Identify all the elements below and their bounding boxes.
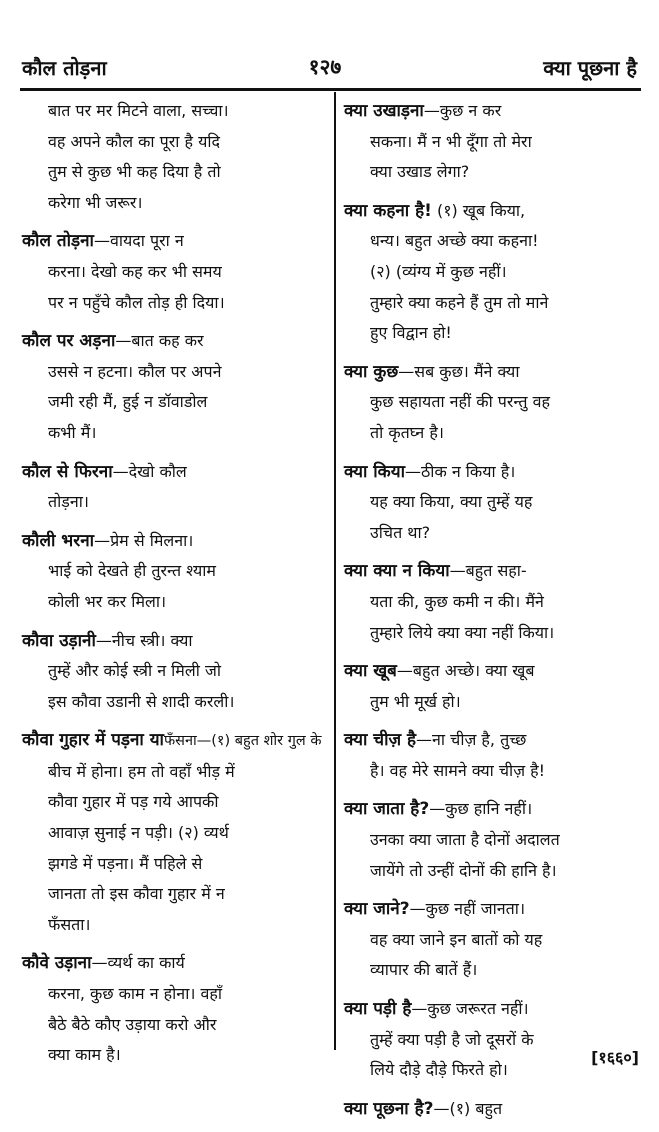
header-left-keyword: कौल तोड़ना [22,55,107,80]
entry-line [22,387,326,418]
dictionary-entry [22,96,326,218]
entry-text: धन्य। बहुत अच्छे क्या कहना! [370,231,539,251]
dictionary-entry [344,994,642,1086]
entry-text: व्यापार की बातें हैं। [370,960,478,980]
entry-line [22,127,326,158]
entry-line [22,487,326,518]
entry-line [344,556,642,587]
entry-text: वह क्या जाने इन बातों को यह [370,929,543,949]
entry-line [22,556,326,587]
entry-line [22,587,326,618]
entry-line [22,326,326,357]
entry-headword: कौल से फिरना [22,461,113,482]
entry-text: तुम से कुछ भी कह दिया है तो [48,162,221,182]
entry-text: —कुछ हानि नहीं। [429,799,533,819]
entry-text: जमी रही मैं, हुई न डॉवाडोल [48,392,208,412]
entry-line [22,910,326,941]
entry-headword: क्या चीज़ है [344,730,417,751]
entry-line [22,656,326,687]
entry-text: —कुछ न कर [423,101,502,120]
entry-text: बैठे बैठे कौए उड़ाया करो और [48,1014,217,1034]
entry-text: भाई को देखते ही तुरन्त श्याम [48,561,216,581]
entry-line [22,418,326,449]
entry-text: बीच में होना। हम तो वहाँ भीड़ में [48,761,235,781]
entry-line [22,787,326,818]
header-rule [20,88,641,91]
entry-line [344,1094,642,1125]
entry-text: बात पर मर मिटने वाला, सच्चा। [48,101,229,120]
entry-headword: क्या पूछना है? [344,1098,434,1119]
entry-text: (२) (व्यंग्य में कुछ नहीं। [370,261,507,281]
dictionary-entry [344,556,642,648]
entry-line [22,687,326,718]
entry-line [344,96,642,127]
entry-line [22,457,326,488]
entry-text: पर न पहुँचे कौल तोड़ ही दिया। [48,292,225,312]
entry-line [344,587,642,618]
dictionary-entry [22,326,326,448]
entry-line [344,518,642,549]
entry-text: यता की, कुछ कमी न की। मैंने [370,591,544,611]
entry-headword: कौवे उड़ाना [22,953,92,974]
left-column [22,96,326,1079]
entry-text: —कुछ नहीं जानता। [409,899,526,919]
entry-headword: क्या जाता है? [344,799,430,820]
entry-headword: कौवा गुहार में पड़ना या [22,730,164,751]
entry-line [344,196,642,227]
entry-text: इस कौवा उडानी से शादी करली। [48,691,235,711]
entry-text: —बात कह कर [115,331,204,351]
entry-text: —प्रेम से मिलना। [94,530,194,550]
entry-text: तुम्हें क्या पड़ी है जो दूसरों के [370,1029,534,1049]
entry-line [344,318,642,349]
entry-line [344,357,642,388]
footer-number: [१६६०] [591,1048,639,1067]
page-number: १२७ [308,55,342,79]
entry-text: —व्यर्थ का कार्य [91,953,185,973]
dictionary-entry [344,196,642,349]
entry-line [344,794,642,825]
entry-text: उचित था? [370,522,431,542]
entry-line [22,626,326,657]
entry-text: क्या उखाड लेगा? [370,162,470,182]
entry-text: फँसना—(१) बहुत शोर गुल के [163,733,322,750]
entry-text: लिये दौड़े दौड़े फिरते हो। [370,1060,508,1080]
entry-line [344,925,642,956]
entry-line [344,387,642,418]
entry-line [344,288,642,319]
entry-text: आवाज़ सुनाई न पड़ी। (२) व्यर्थ [48,823,229,843]
entry-line [22,226,326,257]
entry-text: —नीच स्त्री। क्या [95,630,193,650]
entry-line [344,457,642,488]
entry-line [344,725,642,756]
entry-line [344,994,642,1025]
entry-line [344,656,642,687]
entry-text: तोड़ना। [48,492,89,512]
entry-text: तो कृतघ्न है। [370,422,444,442]
entry-text: जायेंगे तो उन्हीं दोनों की हानि है। [370,860,557,880]
entry-text: यह क्या किया, क्या तुम्हें यह [370,492,533,512]
entry-line [22,725,326,757]
entry-line [22,96,326,127]
entry-line [344,894,642,925]
entry-headword: क्या किया [344,461,405,482]
dictionary-entry [344,794,642,886]
entry-text: जानता तो इस कौवा गुहार में न [48,884,225,904]
dictionary-entry [22,226,326,318]
entry-text: —कुछ जरूरत नहीं। [411,999,529,1019]
entry-line [344,226,642,257]
entry-line [22,257,326,288]
dictionary-entry [22,725,326,940]
entry-text: करना, कुछ काम न होना। वहाँ [48,984,223,1004]
dictionary-entry [344,457,642,549]
entry-text: तुम्हें और कोई स्त्री न मिली जो [48,661,221,681]
entry-line [22,188,326,219]
entry-headword: क्या क्या न किया [344,561,450,582]
entry-text: फँसता। [48,914,91,934]
dictionary-entry [22,526,326,618]
entry-text: —सब कुछ। मैंने क्या [398,361,520,381]
entry-line [22,1040,326,1071]
entry-line [22,157,326,188]
entry-text: उससे न हटना। कौल पर अपने [48,361,222,381]
dictionary-entry [344,1094,642,1125]
entry-text: —देखो कौल [112,461,187,481]
entry-text: हुए विद्वान हो! [370,323,452,343]
entry-text: करना। देखो कह कर भी समय [48,261,222,281]
entry-line [22,879,326,910]
entry-text: झगडे में पड़ना। मैं पहिले से [48,853,203,873]
entry-text: कभी मैं। [48,422,97,442]
entry-text: कौवा गुहार में पड़ गये आपकी [48,792,219,812]
dictionary-entry [22,457,326,518]
entry-text: —बहुत अच्छे। क्या खूब [396,661,535,681]
right-column [344,96,642,1132]
dictionary-entry [344,894,642,986]
entry-line [22,979,326,1010]
entry-line [22,357,326,388]
entry-text: सकना। मैं न भी दूँगा तो मेरा [370,131,532,151]
entry-line [344,127,642,158]
entry-headword: कौल पर अड़ना [22,331,116,352]
entry-headword: क्या पड़ी है [344,999,412,1020]
entry-headword: क्या कहना है! [344,200,432,221]
entry-line [22,818,326,849]
dictionary-entry [22,626,326,718]
entry-headword: क्या उखाड़ना [344,101,424,121]
entry-line [344,487,642,518]
dictionary-entry [344,357,642,449]
entry-line [22,288,326,319]
entry-headword: क्या जाने? [344,899,410,920]
entry-headword: क्या कुछ [344,361,399,382]
entry-headword: क्या खूब [344,661,397,682]
entry-line [344,856,642,887]
entry-headword: कौल तोड़ना [22,231,94,252]
entry-text: क्या काम है। [48,1045,121,1065]
entry-line [344,257,642,288]
entry-line [22,1010,326,1041]
entry-line [344,157,642,188]
dictionary-entry [344,725,642,786]
entry-line [344,955,642,986]
entry-text: —ना चीज़ है, तुच्छ [416,730,527,750]
entry-headword: कौली भरना [22,530,95,551]
entry-line [344,756,642,787]
entry-text: वह अपने कौल का पूरा है यदि [48,131,221,151]
entry-line [22,948,326,979]
page-header [22,50,637,84]
entry-text: —(१) बहुत [433,1098,503,1118]
entry-text: करेगा भी जरूर। [48,192,143,212]
entry-text: कोली भर कर मिला। [48,591,167,611]
entry-text: —वायदा पूरा न [93,231,184,251]
entry-line [344,418,642,449]
column-divider [334,92,336,1050]
dictionary-entry [344,96,642,188]
entry-line [22,849,326,880]
entry-line [344,687,642,718]
entry-line [344,618,642,649]
entry-line [344,825,642,856]
entry-text: है। वह मेरे सामने क्या चीज़ है! [370,760,546,780]
entry-text: तुम्हारे लिये क्या क्या नहीं किया। [370,622,555,642]
entry-line [22,526,326,557]
entry-headword: कौवा उड़ानी [22,630,96,651]
header-right-keyword: क्या पूछना है [543,55,637,80]
entry-text: (१) खूब किया, [431,200,526,220]
dictionary-entry [22,948,326,1070]
entry-text: तुम्हारे क्या कहने हैं तुम तो माने [370,292,549,312]
entry-line [22,757,326,788]
entry-text: उनका क्या जाता है दोनों अदालत [370,830,560,850]
entry-text: तुम भी मूर्ख हो। [370,691,461,711]
entry-text: कुछ सहायता नहीं की परन्तु वह [370,392,550,412]
entry-text: —ठीक न किया है। [405,461,516,481]
dictionary-entry [344,656,642,717]
entry-text: —बहुत सहा- [449,561,527,581]
